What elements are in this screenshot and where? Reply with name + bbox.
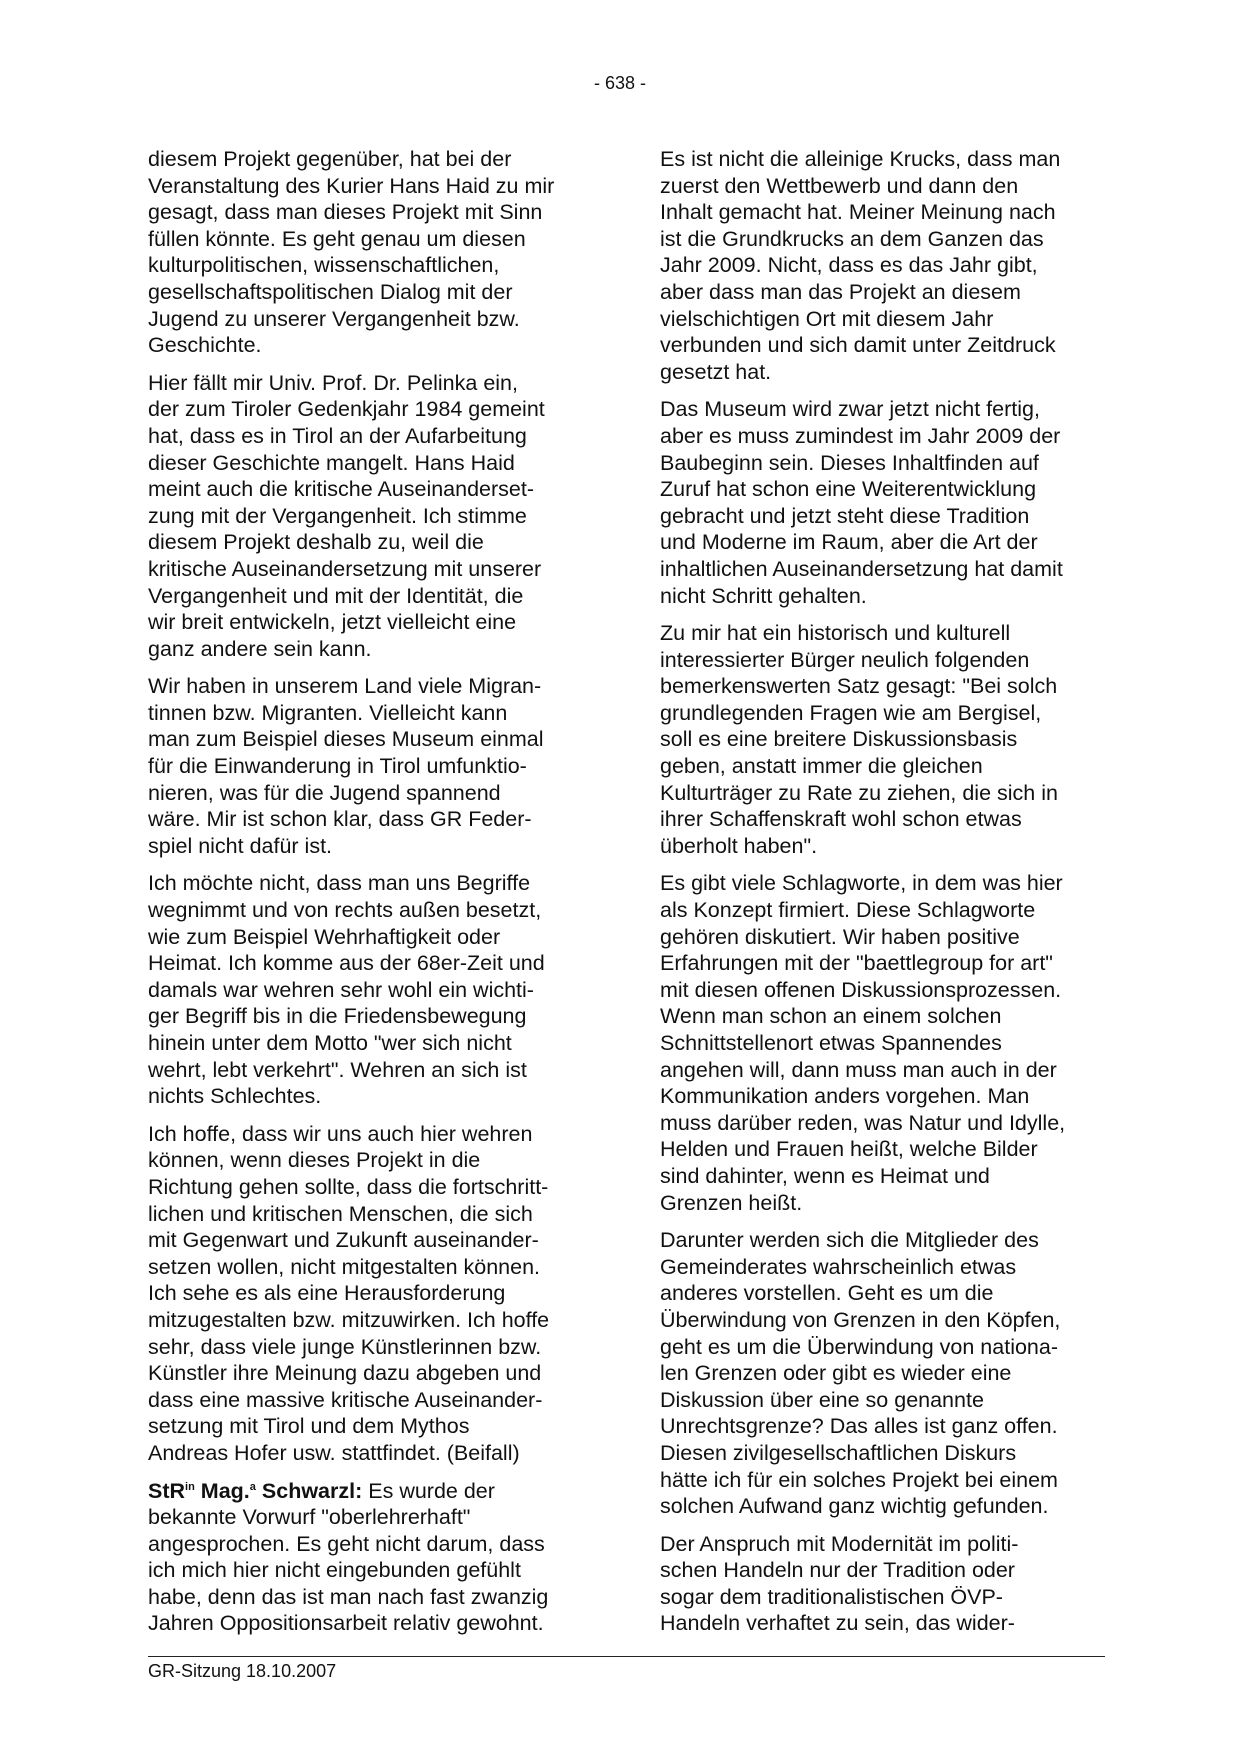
paragraph: Wir haben in unserem Land viele Migran- tinnen bzw. Migranten. Vielleicht kann man zum Beispiel dieses Museum einmal für die Einwanderung in Tirol umfunktio- nieren, was für die Jugend spannend wäre. Mir ist schon klar, dass GR Feder- spiel nicht dafür ist. [148, 674, 544, 858]
paragraph: diesem Projekt gegenüber, hat bei der Veranstaltung des Kurier Hans Haid zu mir gesagt, dass man dieses Projekt mit Sinn füllen könnte. Es geht genau um diesen kulturpolitischen, wissenschaftlichen, gesellschaftspolitischen Dialog mit der Jugend zu unserer Vergangenheit bzw. Geschichte. [148, 147, 555, 358]
paragraph: Das Museum wird zwar jetzt nicht fertig, aber es muss zumindest im Jahr 2009 der Baubeginn sein. Dieses Inhaltfinden auf Zuruf hat schon eine Weiterentwicklung gebracht und jetzt steht diese Tradition und Moderne im Raum, aber die Art der inhaltlichen Auseinandersetzung hat damit nicht Schritt gehalten. [660, 397, 1063, 608]
speaker-paragraph [148, 1478, 593, 1638]
speaker-statement: Es wurde der bekannte Vorwurf "oberlehrerhaft" angesprochen. Es geht nicht darum, dass ich mich hier nicht eingebunden gefühlt habe, denn das ist man nach fast zwanzig Jahren Oppositionsarbeit relativ gewohnt. [148, 1478, 549, 1636]
paragraph: Ich möchte nicht, dass man uns Begriffe wegnimmt und von rechts außen besetzt, wie zum Beispiel Wehrhaftigkeit oder Heimat. Ich komme aus der 68er-Zeit und damals war wehren sehr wohl ein wichti- ger Begriff bis in die Friedensbewegung hinein unter dem Motto "wer sich nicht wehrt, lebt verkehrt". Wehren an sich ist nichts Schlechtes. [148, 871, 545, 1109]
paragraph: Es gibt viele Schlagworte, in dem was hier als Konzept firmiert. Diese Schlagworte gehören diskutiert. Wir haben positive Erfahrungen mit der "baettlegroup for art" mit diesen offenen Diskussionsprozessen. Wenn man schon an einem solchen Schnittstellenort etwas Spannendes angehen will, dann muss man auch in der Kommunikation anders vorgehen. Man muss darüber reden, was Natur und Idylle, Helden und Frauen heißt, welche Bilder sind dahinter, wenn es Heimat und Grenzen heißt. [660, 871, 1066, 1215]
page-number: - 638 - [593, 73, 647, 93]
paragraph: Darunter werden sich die Mitglieder des Gemeinderates wahrscheinlich etwas anderes vorstellen. Geht es um die Überwindung von Grenzen in den Köpfen, geht es um die Überwindung von nationa- len Grenzen oder gibt es wieder eine Diskussion über eine so genannte Unrechtsgrenze? Das alles ist ganz offen. Diesen zivilgesellschaftlichen Diskurs hätte ich für ein solches Projekt bei einem solchen Aufwand ganz wichtig gefunden. [660, 1228, 1061, 1519]
speaker-title-suffix: in [185, 1480, 195, 1493]
footer-text: GR-Sitzung 18.10.2007 [148, 1661, 337, 1681]
speaker-degree: Mag. [200, 1478, 250, 1503]
paragraph: Es ist nicht die alleinige Krucks, dass man zuerst den Wettbewerb und dann den Inhalt gemacht hat. Meiner Meinung nach ist die Grundkrucks an dem Ganzen das Jahr 2009. Nicht, dass es das Jahr gibt, aber dass man das Projekt an diesem vielschichtigen Ort mit diesem Jahr verbunden und sich damit unter Zeitdruck gesetzt hat. [660, 147, 1061, 384]
footer-divider [148, 1656, 1105, 1657]
speaker-name [148, 1479, 362, 1503]
paragraph: Ich hoffe, dass wir uns auch hier wehren können, wenn dieses Projekt in die Richtung gehen sollte, dass die fortschritt- lichen und kritischen Menschen, die sich mit Gegenwart und Zukunft auseinander- setzen wollen, nicht mitgestalten können. Ich sehe es als eine Herausforderung mitzugestalten bzw. mitzuwirken. Ich hoffe sehr, dass viele junge Künstlerinnen bzw. Künstler ihre Meinung dazu abgeben und dass eine massive kritische Auseinander- setzung mit Tirol und dem Mythos Andreas Hofer usw. stattfindet. (Beifall) [148, 1121, 550, 1465]
speaker-title: StR [148, 1478, 186, 1503]
paragraph: Der Anspruch mit Modernität im politi- schen Handeln nur der Tradition oder sogar dem traditionalistischen ÖVP- Handeln verhaftet zu sein, das wider- [660, 1531, 1019, 1636]
speaker-surname: Schwarzl: [261, 1478, 363, 1503]
right-column [660, 146, 1105, 1648]
paragraph: Zu mir hat ein historisch und kulturell interessierter Bürger neulich folgenden bemerkenswerten Satz gesagt: "Bei solch grundlegenden Fragen wie am Bergisel, soll es eine breitere Diskussionsbasis geben, anstatt immer die gleichen Kulturträger zu Rate zu ziehen, die sich in ihrer Schaffenskraft wohl schon etwas überholt haben". [660, 621, 1058, 858]
left-column [148, 146, 593, 1648]
paragraph: Hier fällt mir Univ. Prof. Dr. Pelinka ein, der zum Tiroler Gedenkjahr 1984 gemeint hat, dass es in Tirol an der Aufarbeitung dieser Geschichte mangelt. Hans Haid meint auch die kritische Auseinanderset- zung mit der Vergangenheit. Ich stimme diesem Projekt deshalb zu, weil die kritische Auseinandersetzung mit unserer Vergangenheit und mit der Identität, die wir breit entwickeln, jetzt vielleicht eine ganz andere sein kann. [148, 370, 545, 661]
speaker-degree-suffix: a [249, 1480, 256, 1493]
